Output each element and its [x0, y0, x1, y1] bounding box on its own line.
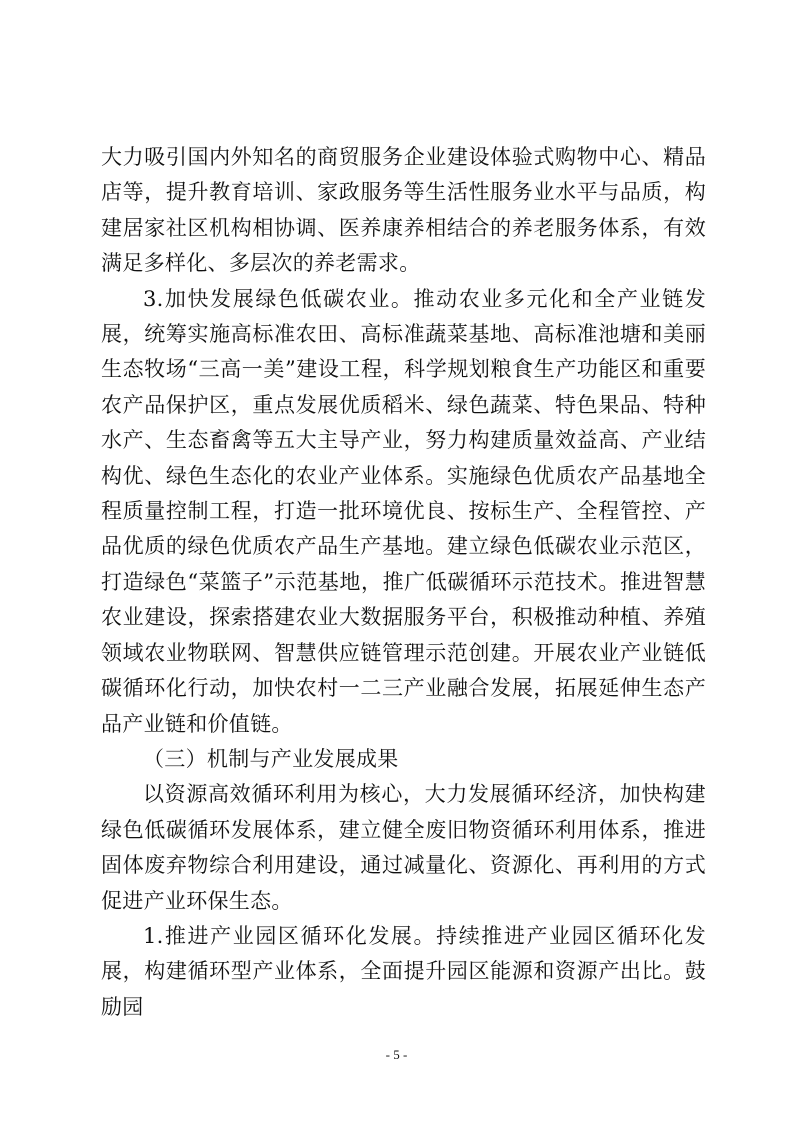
section-heading: （三）机制与产业发展成果	[143, 746, 399, 771]
paragraph-green-agriculture: 3.加快发展绿色低碳农业。推动农业多元化和全产业链发展，统筹实施高标准农田、高标准蔬菜基地、高标准池塘和美丽生态牧场“三高一美”建设工程，科学规划粮食生产功能区和重要农产品保护区，重点发展优质稻米、绿色蔬菜、特色果品、特种水产、生态畜禽等五大主导产业，努力构建质量效益高、产业结构优、绿色生态化的农业产业体系。实施绿色优质农产品基地全程质量控制工程，打造一批环境优良、按标生产、全程管控、产品优质的绿色优质农产品生产基地。建立绿色低碳农业示范区，打造绿色“菜篮子”示范基地，推广低碳循环示范技术。推进智慧农业建设，探索搭建农业大数据服务平台，积极推动种植、养殖领域农业物联网、智慧供应链管理示范创建。开展农业产业链低碳循环化行动，加快农村一二三产业融合发展，拓展延伸生态产品产业链和价值链。	[101, 286, 706, 736]
paragraph-continuation: 大力吸引国内外知名的商贸服务企业建设体验式购物中心、精品店等，提升教育培训、家政服务等生活性服务业水平与品质，构建居家社区机构相协调、医养康养相结合的养老服务体系，有效满足多样化、多层次的养老需求。	[101, 145, 706, 276]
paragraph-industrial-park: 1.推进产业园区循环化发展。持续推进产业园区循环化发展，构建循环型产业体系，全面提升园区能源和资源产出比。鼓励园	[101, 923, 706, 1019]
page-number: - 5 -	[385, 1047, 408, 1062]
paragraph-circular-economy: 以资源高效循环利用为核心，大力发展循环经济，加快构建绿色低碳循环发展体系，建立健全废旧物资循环利用体系，推进固体废弃物综合利用建设，通过减量化、资源化、再利用的方式促进产业环保生态。	[101, 782, 706, 913]
body-text	[101, 140, 706, 1025]
